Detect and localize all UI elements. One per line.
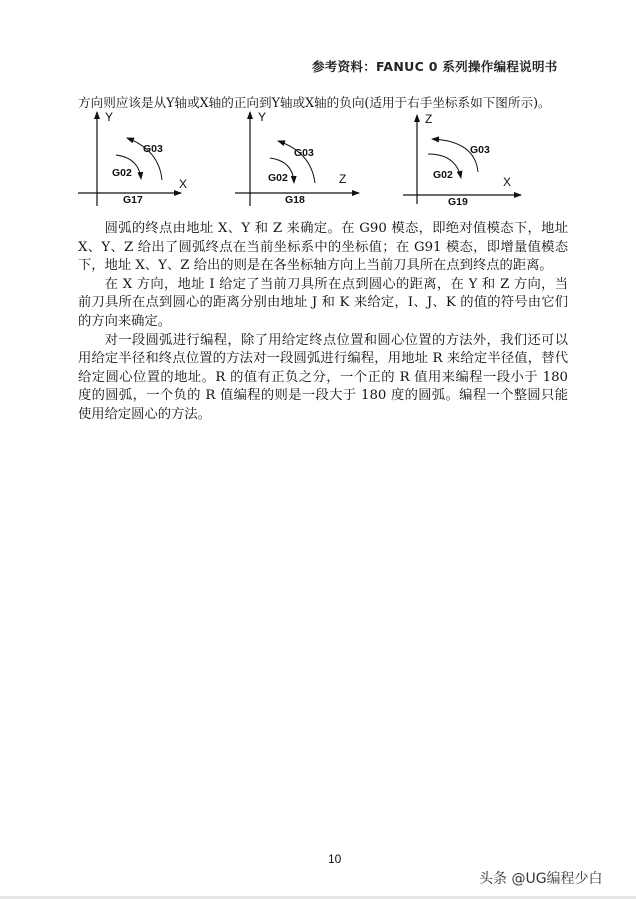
g03-label: G03 [294, 147, 314, 159]
plane-label: G19 [448, 196, 468, 208]
plane-label: G18 [285, 194, 305, 206]
paragraph: 在 X 方向，地址 I 给定了当前刀具所在点到圆心的距离，在 Y 和 Z 方向，当前刀具所在点到圆心的距离分别由地址 J 和 K 来给定，I、J、K 的值的符号由它们的方向来确定。 [78, 276, 568, 329]
g02-label: G02 [433, 169, 453, 181]
watermark: 头条 @UG编程少白 [479, 871, 603, 887]
page-header: 参考资料：FANUC 0 系列操作编程说明书 [312, 59, 558, 74]
g03-label: G03 [470, 144, 490, 156]
g02-label: G02 [112, 167, 132, 179]
diagram-g19 [403, 112, 521, 208]
g02-label: G02 [268, 172, 288, 184]
page-number: 10 [328, 852, 342, 866]
axis-label: Y [258, 110, 267, 124]
diagram-g17 [78, 110, 187, 206]
g03-label: G03 [143, 143, 163, 155]
axis-label: X [179, 177, 188, 191]
axis-label: X [503, 175, 512, 189]
plane-label: G17 [123, 194, 143, 206]
axis-label: Z [425, 112, 433, 126]
paragraph: 对一段圆弧进行编程，除了用给定终点位置和圆心位置的方法外，我们还可以用给定半径和终点位置的方法对一段圆弧进行编程，用地址 R 来给定半径值，替代给定圆心位置的地址。R 的值有正负之分，一个正的 R 值用来编程一段小于 180 度的圆弧，一个负的 R 值编程的则是一段大于 180 度的圆弧。编程一个整圆只能使用给定圆心的方法。 [78, 332, 568, 422]
paragraph: 圆弧的终点由地址 X、Y 和 Z 来确定。在 G90 模态，即绝对值模态下，地址 X、Y、Z 给出了圆弧终点在当前坐标系中的坐标值；在 G91 模态，即增量值模态下，地址 X、Y、Z 给出的则是在各坐标轴方向上当前刀具所在点到终点的距离。 [78, 221, 568, 274]
axis-label: Y [105, 110, 114, 124]
arc-direction-diagrams [75, 108, 565, 212]
diagram-g18 [235, 110, 359, 206]
intro-text: 方向则应该是从Y轴或X轴的正向到Y轴或X轴的负向(适用于右手坐标系如下图所示)。 [78, 95, 551, 110]
axis-label: Z [339, 172, 347, 186]
body-text [78, 220, 568, 425]
